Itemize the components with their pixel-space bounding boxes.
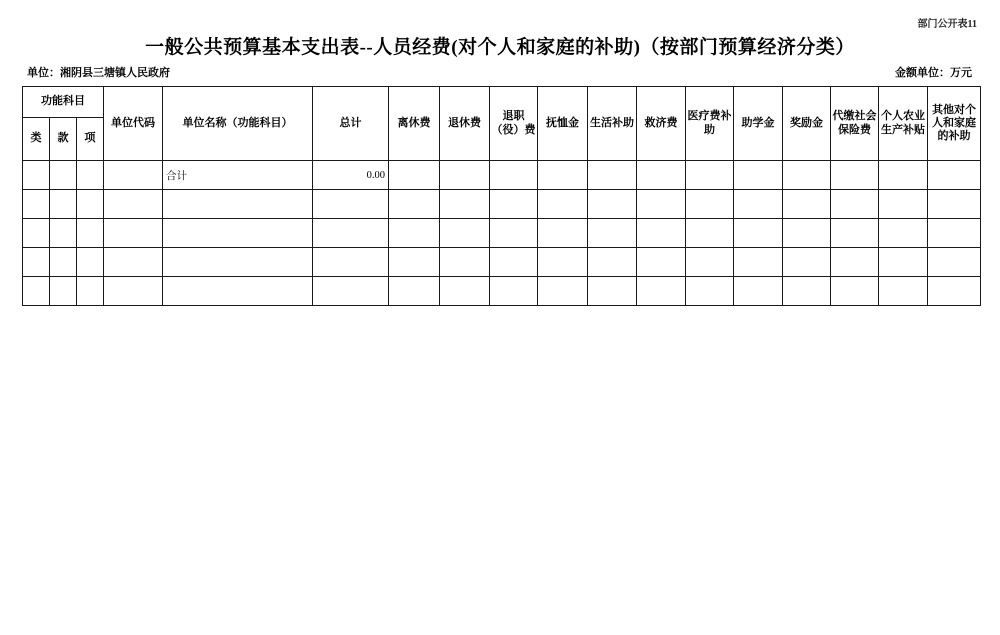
table-cell — [831, 248, 879, 277]
column-header-reward: 奖励金 — [783, 87, 831, 161]
column-header-pension-compensation: 抚恤金 — [538, 87, 588, 161]
table-cell — [686, 190, 734, 219]
table-cell — [686, 248, 734, 277]
table-row — [23, 161, 981, 190]
table-cell — [588, 248, 637, 277]
column-header-class: 类 — [23, 118, 50, 161]
table-cell — [440, 277, 490, 306]
table-cell — [490, 219, 538, 248]
table-cell — [588, 190, 637, 219]
column-header-medical-subsidy: 医疗费补助 — [686, 87, 734, 161]
table-cell — [928, 248, 981, 277]
table-cell — [440, 190, 490, 219]
column-header-student-grant: 助学金 — [734, 87, 783, 161]
table-cell — [389, 190, 440, 219]
table-cell — [77, 190, 104, 219]
table-cell — [490, 248, 538, 277]
table-cell — [50, 277, 77, 306]
table-cell — [23, 190, 50, 219]
table-cell — [104, 190, 163, 219]
table-cell — [77, 161, 104, 190]
table-cell — [783, 161, 831, 190]
table-cell — [490, 161, 538, 190]
table-cell — [637, 219, 686, 248]
column-header-retirement-pay: 退休费 — [440, 87, 490, 161]
table-cell — [637, 161, 686, 190]
table-cell — [440, 161, 490, 190]
table-cell — [23, 277, 50, 306]
table-row — [23, 190, 981, 219]
table-cell — [637, 277, 686, 306]
table-cell — [163, 248, 313, 277]
table-cell — [313, 190, 389, 219]
table-cell — [104, 277, 163, 306]
table-cell — [77, 248, 104, 277]
unit-label: 单位：湘阴县三塘镇人民政府 — [27, 67, 170, 79]
column-header-total: 总计 — [313, 87, 389, 161]
column-header-relief-fee: 救济费 — [637, 87, 686, 161]
table-cell — [23, 248, 50, 277]
table-cell — [831, 277, 879, 306]
table-row — [23, 277, 981, 306]
table-cell — [637, 190, 686, 219]
table-cell — [928, 277, 981, 306]
table-cell — [928, 190, 981, 219]
table-cell: 0.00 — [313, 161, 389, 190]
column-header-section: 款 — [50, 118, 77, 161]
table-cell — [831, 219, 879, 248]
table-cell — [686, 219, 734, 248]
table-cell — [783, 277, 831, 306]
table-cell — [686, 161, 734, 190]
table-cell — [879, 277, 928, 306]
table-row — [23, 219, 981, 248]
column-header-social-insurance: 代缴社会保险费 — [831, 87, 879, 161]
column-header-living-allowance: 生活补助 — [588, 87, 637, 161]
table-cell — [928, 161, 981, 190]
table-cell — [588, 219, 637, 248]
table-cell — [23, 219, 50, 248]
page-title: 一般公共预算基本支出表--人员经费(对个人和家庭的补助)（按部门预算经济分类） — [145, 37, 855, 58]
table-row — [23, 248, 981, 277]
table-cell — [440, 248, 490, 277]
table-cell — [163, 277, 313, 306]
table-cell — [879, 219, 928, 248]
table-cell — [23, 161, 50, 190]
table-cell — [313, 219, 389, 248]
table-cell — [104, 248, 163, 277]
table-cell — [538, 161, 588, 190]
table-cell — [389, 161, 440, 190]
table-cell — [734, 219, 783, 248]
table-cell — [831, 161, 879, 190]
column-header-retired-cadre-pay: 离休费 — [389, 87, 440, 161]
table-cell — [783, 219, 831, 248]
column-header-agricultural-subsidy: 个人农业生产补贴 — [879, 87, 928, 161]
column-header-item: 项 — [77, 118, 104, 161]
table-cell — [588, 277, 637, 306]
column-header-other-subsidies: 其他对个人和家庭的补助 — [928, 87, 981, 161]
table-cell — [831, 190, 879, 219]
table-cell — [163, 219, 313, 248]
table-cell — [783, 190, 831, 219]
table-body — [23, 161, 981, 306]
column-header-resignation-pay: 退职（役）费 — [490, 87, 538, 161]
table-cell — [50, 248, 77, 277]
table-cell — [538, 248, 588, 277]
column-header-unit-code: 单位代码 — [104, 87, 163, 161]
table-cell — [163, 190, 313, 219]
table-cell — [104, 219, 163, 248]
table-cell — [734, 190, 783, 219]
table-cell — [313, 248, 389, 277]
table-cell — [538, 219, 588, 248]
table-cell — [879, 190, 928, 219]
table-cell — [538, 277, 588, 306]
table-cell — [77, 219, 104, 248]
table-cell — [734, 161, 783, 190]
table-cell — [50, 190, 77, 219]
table-cell — [879, 248, 928, 277]
table-cell — [104, 161, 163, 190]
amount-unit-label: 金额单位：万元 — [895, 67, 972, 79]
meta-row — [27, 64, 972, 80]
table-cell — [734, 248, 783, 277]
table-cell — [637, 248, 686, 277]
table-cell — [490, 277, 538, 306]
table-cell — [734, 277, 783, 306]
budget-table — [22, 86, 981, 306]
table-cell — [879, 161, 928, 190]
table-cell — [783, 248, 831, 277]
table-cell — [389, 248, 440, 277]
table-cell — [389, 219, 440, 248]
table-cell — [686, 277, 734, 306]
table-cell — [538, 190, 588, 219]
table-cell — [313, 277, 389, 306]
column-header-func-subject: 功能科目 — [23, 87, 104, 118]
table-cell: 合计 — [163, 161, 313, 190]
table-cell — [928, 219, 981, 248]
column-header-unit-name: 单位名称（功能科目） — [163, 87, 313, 161]
table-cell — [490, 190, 538, 219]
table-cell — [440, 219, 490, 248]
header-row-top — [23, 87, 981, 118]
table-cell — [50, 161, 77, 190]
table-cell — [50, 219, 77, 248]
table-cell — [389, 277, 440, 306]
table-cell — [77, 277, 104, 306]
form-number-label: 部门公开表11 — [917, 19, 977, 30]
table-cell — [588, 161, 637, 190]
